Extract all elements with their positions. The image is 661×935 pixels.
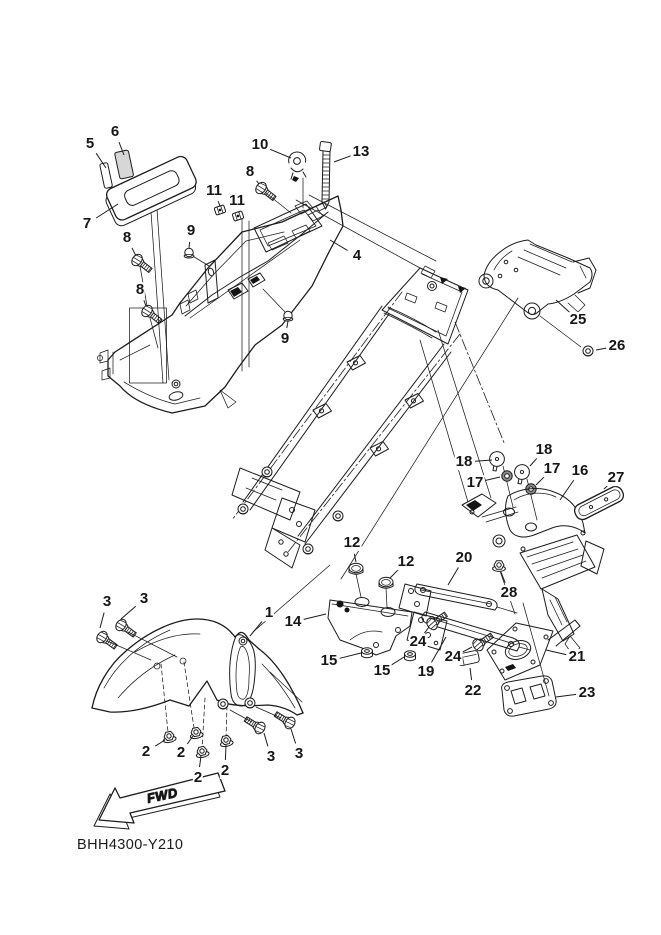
part-callout-16[interactable]: 16 — [571, 462, 589, 480]
part-callout-8[interactable]: 8 — [122, 229, 132, 247]
part-callout-3[interactable]: 3 — [139, 590, 149, 608]
callout-leader — [536, 477, 544, 485]
callout-leader — [189, 242, 190, 248]
part-callout-1[interactable]: 1 — [264, 604, 274, 622]
callout-leader — [391, 657, 404, 665]
part-13-band — [319, 141, 331, 209]
callout-leader — [486, 477, 500, 480]
part-callout-17[interactable]: 17 — [543, 460, 561, 478]
part-callout-13[interactable]: 13 — [352, 143, 370, 161]
callout-leader — [546, 650, 566, 655]
callout-leader — [530, 458, 537, 466]
bolts-24 — [425, 609, 496, 653]
grommets-15 — [362, 648, 416, 661]
part-callout-10[interactable]: 10 — [251, 136, 269, 154]
callout-leader — [596, 348, 606, 350]
callout-leader — [264, 733, 268, 746]
callout-leader — [218, 201, 220, 206]
fwd-arrow — [94, 773, 225, 829]
part-callout-24[interactable]: 24 — [409, 633, 427, 651]
callout-leader — [100, 613, 104, 628]
part-callout-21[interactable]: 21 — [568, 648, 586, 666]
part-21-plate — [487, 620, 580, 680]
part-callout-23[interactable]: 23 — [578, 684, 596, 702]
part-callout-8[interactable]: 8 — [135, 281, 145, 299]
callout-leader — [334, 156, 351, 162]
callout-leader — [448, 568, 458, 586]
part-callout-11[interactable]: 11 — [229, 192, 245, 210]
callout-leader — [560, 480, 574, 500]
fwd-label: FWD — [145, 784, 180, 806]
part-callout-27[interactable]: 27 — [607, 469, 625, 487]
callout-leader — [390, 570, 398, 578]
part-5-damper — [100, 162, 113, 188]
callout-leader — [270, 149, 291, 158]
bolts-3 — [95, 617, 298, 735]
part-callout-28[interactable]: 28 — [500, 584, 518, 602]
part-23-bracket — [502, 676, 557, 716]
part-callout-6[interactable]: 6 — [110, 123, 120, 141]
callout-leader — [250, 622, 262, 637]
part-callout-2[interactable]: 2 — [193, 769, 203, 787]
part-callout-9[interactable]: 9 — [186, 222, 196, 240]
callout-leader — [132, 248, 136, 256]
part-27-reflector — [572, 484, 626, 522]
part-26-nut — [583, 346, 593, 356]
part-callout-17[interactable]: 17 — [466, 474, 484, 492]
part-callout-2[interactable]: 2 — [220, 762, 230, 780]
callout-leader — [556, 694, 576, 697]
part-callout-7[interactable]: 7 — [82, 215, 92, 233]
callout-leader — [287, 321, 288, 328]
part-callout-5[interactable]: 5 — [85, 135, 95, 153]
nuts-2 — [162, 727, 234, 762]
callout-leader — [225, 745, 226, 760]
part-callout-15[interactable]: 15 — [320, 652, 338, 670]
frame-subassembly — [232, 266, 505, 571]
part-callout-20[interactable]: 20 — [455, 549, 473, 567]
part-callout-3[interactable]: 3 — [266, 748, 276, 766]
callout-leader — [501, 572, 505, 583]
part-callout-18[interactable]: 18 — [455, 453, 473, 471]
part-10-clip — [289, 152, 306, 182]
callout-leader — [121, 606, 136, 619]
part-callout-26[interactable]: 26 — [608, 337, 626, 355]
part-callout-2[interactable]: 2 — [141, 743, 151, 761]
part-28-nut — [493, 561, 506, 572]
callout-leader — [144, 300, 146, 306]
part-callout-14[interactable]: 14 — [284, 613, 302, 631]
part-callout-9[interactable]: 9 — [280, 330, 290, 348]
part-callout-8[interactable]: 8 — [245, 163, 255, 181]
callout-leader — [291, 729, 296, 744]
callout-leader — [556, 300, 570, 313]
caps-12 — [349, 563, 393, 588]
part-callout-3[interactable]: 3 — [102, 593, 112, 611]
part-callout-12[interactable]: 12 — [397, 553, 415, 571]
part-callout-2[interactable]: 2 — [176, 744, 186, 762]
part-callout-19[interactable]: 19 — [417, 663, 435, 681]
diagram-code: BHH4300-Y210 — [77, 837, 184, 853]
part-callout-11[interactable]: 11 — [206, 182, 222, 200]
part-callout-25[interactable]: 25 — [569, 311, 587, 329]
part-1-front-fender — [92, 619, 303, 715]
callout-leader — [340, 653, 361, 658]
callout-leader-lines — [96, 142, 608, 767]
callout-leader — [257, 181, 259, 184]
callout-leader — [470, 668, 472, 680]
part-callout-18[interactable]: 18 — [535, 441, 553, 459]
part-callout-3[interactable]: 3 — [294, 745, 304, 763]
part-callout-24[interactable]: 24 — [444, 648, 462, 666]
part-25-bracket — [479, 240, 596, 319]
part-callout-12[interactable]: 12 — [343, 534, 361, 552]
callout-leader — [304, 614, 326, 619]
part-20-stay — [399, 584, 497, 616]
callout-leader — [155, 740, 165, 746]
part-callout-15[interactable]: 15 — [373, 662, 391, 680]
part-callout-22[interactable]: 22 — [464, 682, 482, 700]
part-callout-4[interactable]: 4 — [352, 247, 362, 265]
